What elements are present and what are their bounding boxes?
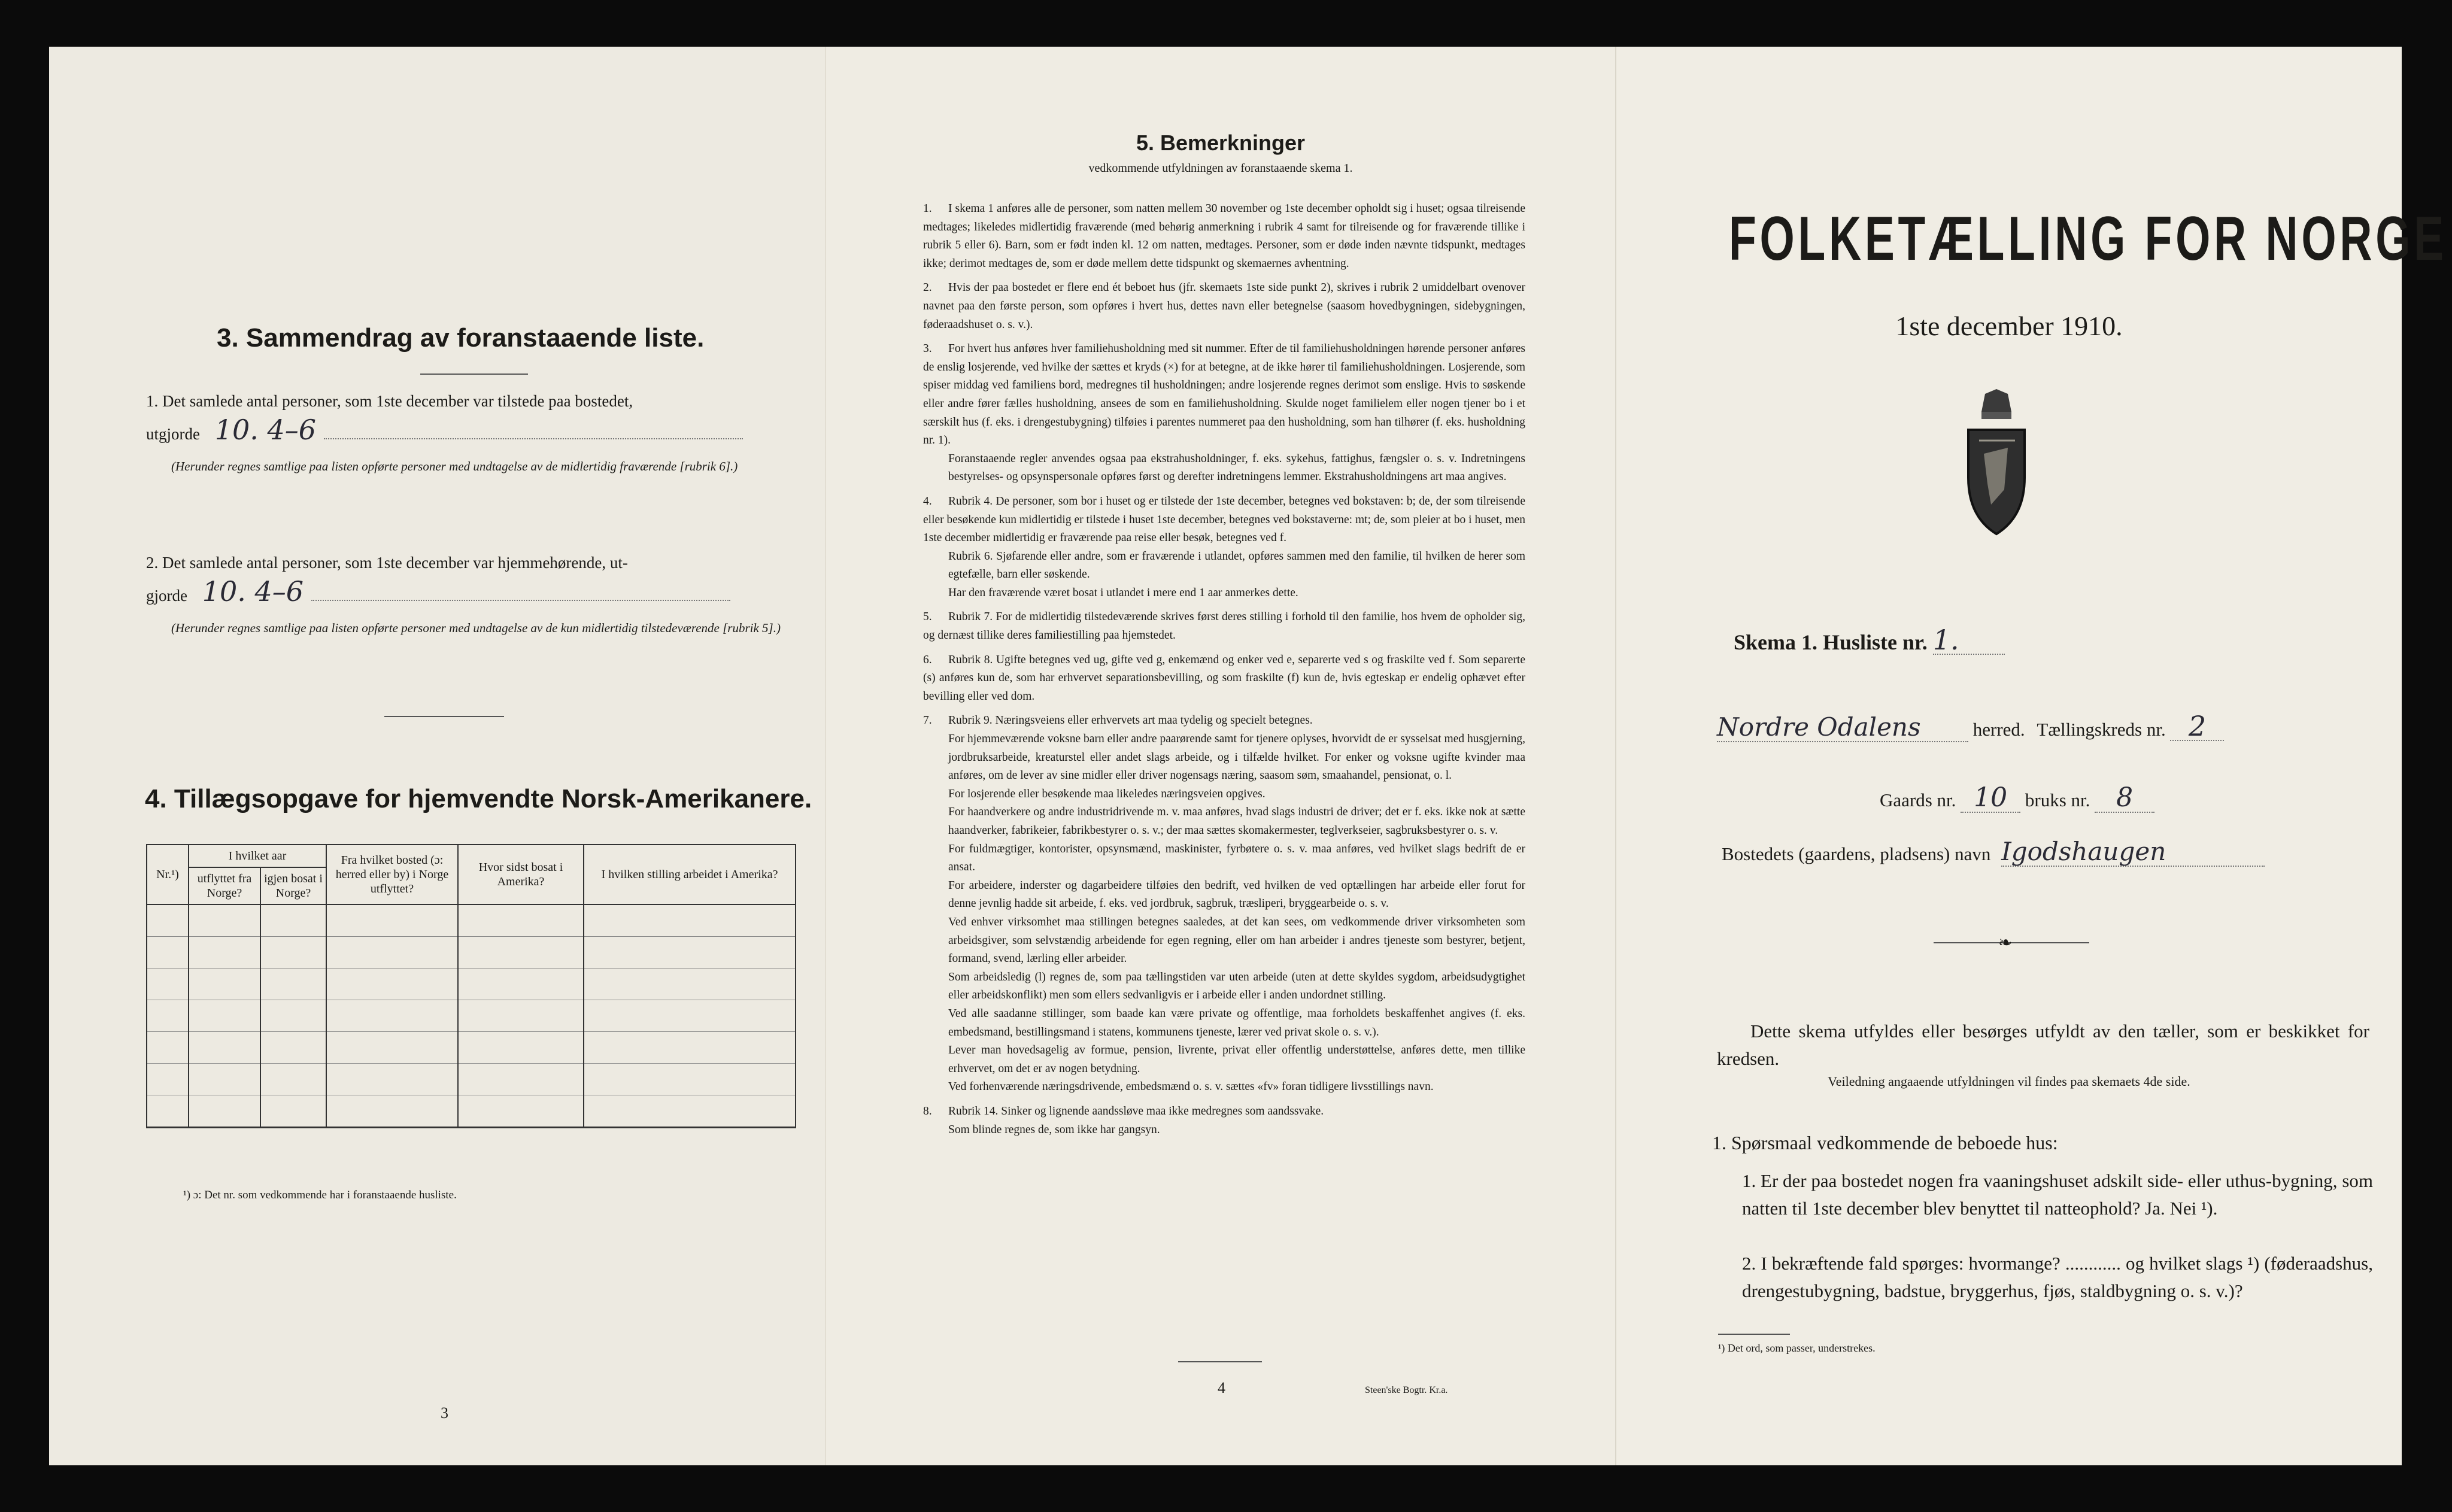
item-1-prefix: utgjorde xyxy=(146,425,200,443)
herred-line xyxy=(1717,712,2375,743)
remark-paragraph: For haandverkere og andre industridrivende m. v. maa anføres, hvad slags industri de driver; det er f. eks. ikke nok at sætte haandverker, fabrikeier, fabrikbestyrer o. s. v.; der maa sættes skomakermester, teglverkseier, sagbruksbestyrer o. s. v. xyxy=(948,806,1525,837)
bosted-value: Igodshaugen xyxy=(2001,838,2265,867)
herred-value: Nordre Odalens xyxy=(1717,714,1968,742)
question-2: 2. I bekræftende fald spørges: hvormange? ............ og hvilket slags ¹) (føderaadshus, drengestubygning, badstue, bryggerhus, fjøs, staldbygning o. s. v.)? xyxy=(1742,1253,2373,1301)
col-last-residence: Hvor sidst bosat i Amerika? xyxy=(458,845,584,904)
page-4 xyxy=(826,47,1615,1465)
remark-paragraph: For losjerende eller besøkende maa likeledes næringsveien opgives. xyxy=(948,787,1266,800)
bruks-label: bruks nr. xyxy=(2025,790,2090,810)
section-3-title: 3. Sammendrag av foranstaaende liste. xyxy=(217,323,705,353)
page-1 xyxy=(1616,47,2447,1465)
ornament-icon: ❧ xyxy=(1998,934,2013,952)
gaards-value: 10 xyxy=(1961,784,2020,813)
instruction-note: Veiledning angaaende utfyldningen vil findes paa skemaets 4de side. xyxy=(1828,1074,2190,1089)
item-2-prefix: gjorde xyxy=(146,587,187,605)
remark-paragraph: 2. Hvis der paa bostedet er flere end ét beboet hus (jfr. skemaets 1ste side punkt 2), skrives i rubrik 2 umiddelbart ovenover navnet paa den første person, som opføres i hvert hus, dettes navn eller betegnelse (saasom hovedbygningen, sidebygningen, føderaadshuset o. s. v.). xyxy=(923,281,1525,331)
table-footnote: ¹) ɔ: Det nr. som vedkommende har i foranstaaende husliste. xyxy=(183,1189,457,1201)
questions-heading: 1. Spørsmaal vedkommende de beboede hus: xyxy=(1712,1132,2058,1153)
question-1: 1. Er der paa bostedet nogen fra vaaningshuset adskilt side- eller uthus-bygning, som natten til 1ste december blev benyttet til natteophold? Ja. Nei ¹). xyxy=(1742,1170,2373,1219)
remark-paragraph: For arbeidere, inderster og dagarbeidere tilføies den bedrift, ved hvilken de ved optællingen har arbeide eller forut for denne jevnlig hadde sit arbeide, f. eks. ved jordbruk, sagbruk, træsliperi, bryggearbeide o. s. v. xyxy=(948,879,1525,910)
page-number: 4 xyxy=(1218,1379,1225,1396)
remark-paragraph: Som arbeidsledig (l) regnes de, som paa tællingstiden var uten arbeide (uten at dette skyldes sygdom, arbeidsudygtighet eller arbeidskonflikt) men som ellers sedvanligvis er i arbeide eller i anden undordnet stilling. xyxy=(948,970,1525,1002)
remark-paragraph: Rubrik 6. Sjøfarende eller andre, som er fraværende i utlandet, opføres sammen med den familie, til hvilken de herer som egtefælle, barn eller søskende. xyxy=(948,549,1525,581)
census-title: FOLKETÆLLING FOR NORGE xyxy=(1729,204,2447,274)
remark-paragraph: For hjemmeværende voksne barn eller andre paarørende samt for tjenere oplyses, hvorvidt de er sysselsat med husgjerning, jordbruksarbeide, kreaturstel eller andet slags arbeide, og i tilfælde hvilket. For enker og voksne ugifte kvinder maa anføres, om de lever av sine midler eller driver nogensags næring, saasom søm, smaahandel, pensionat, o. l. xyxy=(948,733,1525,782)
gaards-line xyxy=(1880,784,2154,814)
remark-paragraph: Ved forhenværende næringsdrivende, embedsmænd o. s. v. sættes «fv» foran tidligere livsstillings navn. xyxy=(948,1080,1434,1094)
item-1-note: (Herunder regnes samtlige paa listen opførte personer med undtagelse av de midlertidig fraværende [rubrik 6].) xyxy=(171,459,738,473)
divider xyxy=(384,716,504,717)
col-nr: Nr.¹) xyxy=(147,845,189,904)
item-1-text: 1. Det samlede antal personer, som 1ste december var tilstede paa bostedet, xyxy=(146,392,633,410)
table-row xyxy=(147,1064,796,1095)
page-number: 3 xyxy=(441,1404,448,1422)
norsk-amerikanere-table xyxy=(146,844,796,1128)
item-2-line xyxy=(146,575,796,608)
col-group-year: I hvilket aar xyxy=(189,845,326,867)
table-row xyxy=(147,937,796,968)
kreds-label: Tællingskreds nr. xyxy=(2037,719,2166,740)
divider xyxy=(1718,1334,1790,1335)
table-row xyxy=(147,1095,796,1128)
bosted-label: Bostedets (gaardens, pladsens) navn xyxy=(1722,843,1991,864)
husliste-nr: 1. xyxy=(1933,626,2005,655)
remarks-title: 5. Bemerkninger xyxy=(1136,130,1306,155)
remark-paragraph: Ved enhver virksomhet maa stillingen betegnes saaledes, at det kan sees, om vedkommende driver virksomheten som arbeidsgiver, som selvstændig arbeidende for egen regning, eller om han arbeider i andres tjeneste som bestyrer, betjent, formand, svend, lærling eller arbeider. xyxy=(948,915,1525,966)
col-from-where: Fra hvilket bosted (ɔ: herred eller by) i Norge utflyttet? xyxy=(326,845,458,904)
remark-paragraph: 4. Rubrik 4. De personer, som bor i huset og er tilstede der 1ste december, betegnes ved bokstaven: b; de, der som tilreisende eller besøkende kun midlertidig er tilstede i huset 1ste december, betegnes ved bokstaverne: mt; de, som pleier at bo i huset, men 1ste december midlertidig er fraværende paa reise eller besøk, betegnes ved f. xyxy=(923,494,1525,545)
bosted-line xyxy=(1722,838,2265,868)
item-2-text: 2. Det samlede antal personer, som 1ste december var hjemmehørende, ut- xyxy=(146,554,628,572)
col-emigrated: utflyttet fra Norge? xyxy=(189,867,260,904)
coat-of-arms-icon xyxy=(1961,388,2032,538)
gaards-label: Gaards nr. xyxy=(1880,790,1956,810)
item-2-note: (Herunder regnes samtlige paa listen opførte personer med undtagelse av de kun midlertidig tilstedeværende [rubrik 5].) xyxy=(171,621,781,635)
skema-line xyxy=(1734,626,2005,656)
remark-paragraph: Foranstaaende regler anvendes ogsaa paa ekstrahusholdninger, f. eks. sykehus, fattighus, fængsler o. s. v. Indretningens bestyrelses- og opsynspersonale opføres først og derefter indretningens lemmer. Ekstrahusholdningens art maa angives. xyxy=(948,452,1525,484)
remark-paragraph: 1. I skema 1 anføres alle de personer, som natten mellem 30 november og 1ste december opholdt sig i huset; ogsaa tilreisende medtages; likeledes midlertidig fraværende (med behørig anmerkning i rubrik 4 samt for tilreisende og for fraværende tillike i rubrik 5 eller 6). Barn, som er født inden kl. 12 om natten, medtages. Personer, som er døde inden nævnte tidspunkt, medtages ikke; derimot medtages de, som er døde mellem dette tidspunkt og skemaernes avhentning. xyxy=(923,202,1525,270)
remark-paragraph: 7. Rubrik 9. Næringsveiens eller erhvervets art maa tydelig og specielt betegnes. xyxy=(923,714,1313,727)
item-1-line xyxy=(146,414,796,446)
page-footnote: ¹) Det ord, som passer, understrekes. xyxy=(1718,1342,1876,1354)
table-row xyxy=(147,968,796,1000)
remark-paragraph: Ved alle saadanne stillinger, som baade kan være private og offentlige, maa forholdets beskaffenhet angives (f. eks. embedsmand, bestillingsmand i statens, kommunens tjeneste, lærer ved privat skole o. s. v.). xyxy=(948,1007,1525,1039)
divider xyxy=(420,374,528,375)
remark-paragraph: For fuldmægtiger, kontorister, opsynsmænd, maskinister, fyrbøtere o. s. v. maa anføres, ved hvilket slags bedrift de er ansat. xyxy=(948,842,1525,874)
census-date: 1ste december 1910. xyxy=(1895,311,2123,341)
bruks-value: 8 xyxy=(2095,784,2154,813)
page-3 xyxy=(49,47,825,1465)
skema-label: Skema 1. Husliste nr. xyxy=(1734,630,1928,654)
remarks-subtitle: vedkommende utfyldningen av foranstaaende skema 1. xyxy=(1088,162,1353,175)
kreds-value: 2 xyxy=(2170,712,2224,741)
remark-paragraph: 8. Rubrik 14. Sinker og lignende aandssløve maa ikke medregnes som aandssvake. xyxy=(923,1104,1324,1118)
remark-paragraph: 6. Rubrik 8. Ugifte betegnes ved ug, gifte ved g, enkemænd og enker ved e, separerte ved s og fraskilte ved f. Som separerte (s) anføres kun de, som har erhvervet separationsbevilling, og som fraskilte (f) kun de, hvis egteskap er endelig ophævet efter bevilling eller ved dom. xyxy=(923,653,1525,703)
col-returned: igjen bosat i Norge? xyxy=(260,867,326,904)
remark-paragraph: Har den fraværende været bosat i utlandet i mere end 1 aar anmerkes dette. xyxy=(948,586,1298,599)
remark-paragraph: 3. For hvert hus anføres hver familiehusholdning med sit nummer. Efter de til familiehusholdningen hørende personer anføres de enslig losjerende, ved hvilke der sættes et kryds (×) for at betegne, at de ikke hører til familiehusholdningen. Losjerende, som spiser middag ved familiens bord, medregnes til husholdningen; andre losjerende regnes derimot som enslige. Hvis to søskende eller andre fører fælles husholdning, ansees de som en familiehusholdning. Skulde noget familielem eller nogen tjener bo i et særskilt hus (f. eks. i drengestubygning) tilføies i parentes nummeret paa den husholdning, som han tilhører (f. eks. husholdning nr. 1). xyxy=(923,342,1525,447)
printer-credit: Steen'ske Bogtr. Kr.a. xyxy=(1365,1385,1448,1395)
remark-paragraph: Lever man hovedsagelig av formue, pension, livrente, privat eller offentlig understøttelse, anføres dette, men tillike erhvervet, om det er av nogen betydning. xyxy=(948,1044,1525,1075)
section-4-title: 4. Tillægsopgave for hjemvendte Norsk-Amerikanere. xyxy=(145,784,812,813)
item-1-value: 10. 4–6 xyxy=(214,414,317,446)
remark-paragraph: Som blinde regnes de, som ikke har gangsyn. xyxy=(948,1123,1160,1136)
divider xyxy=(1178,1361,1262,1362)
table-row xyxy=(147,1032,796,1064)
instruction-text: Dette skema utfyldes eller besørges utfyldt av den tæller, som er beskikket for kredsen. xyxy=(1717,1021,2369,1069)
remark-paragraph: 5. Rubrik 7. For de midlertidig tilstedeværende skrives først deres stilling i forhold til den familie, hos hvem de opholder sig, og dernæst tillike deres familiestilling paa hjemstedet. xyxy=(923,611,1525,642)
item-2-value: 10. 4–6 xyxy=(202,575,304,608)
herred-label: herred. xyxy=(1972,719,2025,740)
table-row xyxy=(147,904,796,937)
remarks-body xyxy=(923,200,1525,1139)
table-row xyxy=(147,1000,796,1032)
col-occupation: I hvilken stilling arbeidet i Amerika? xyxy=(584,845,796,904)
